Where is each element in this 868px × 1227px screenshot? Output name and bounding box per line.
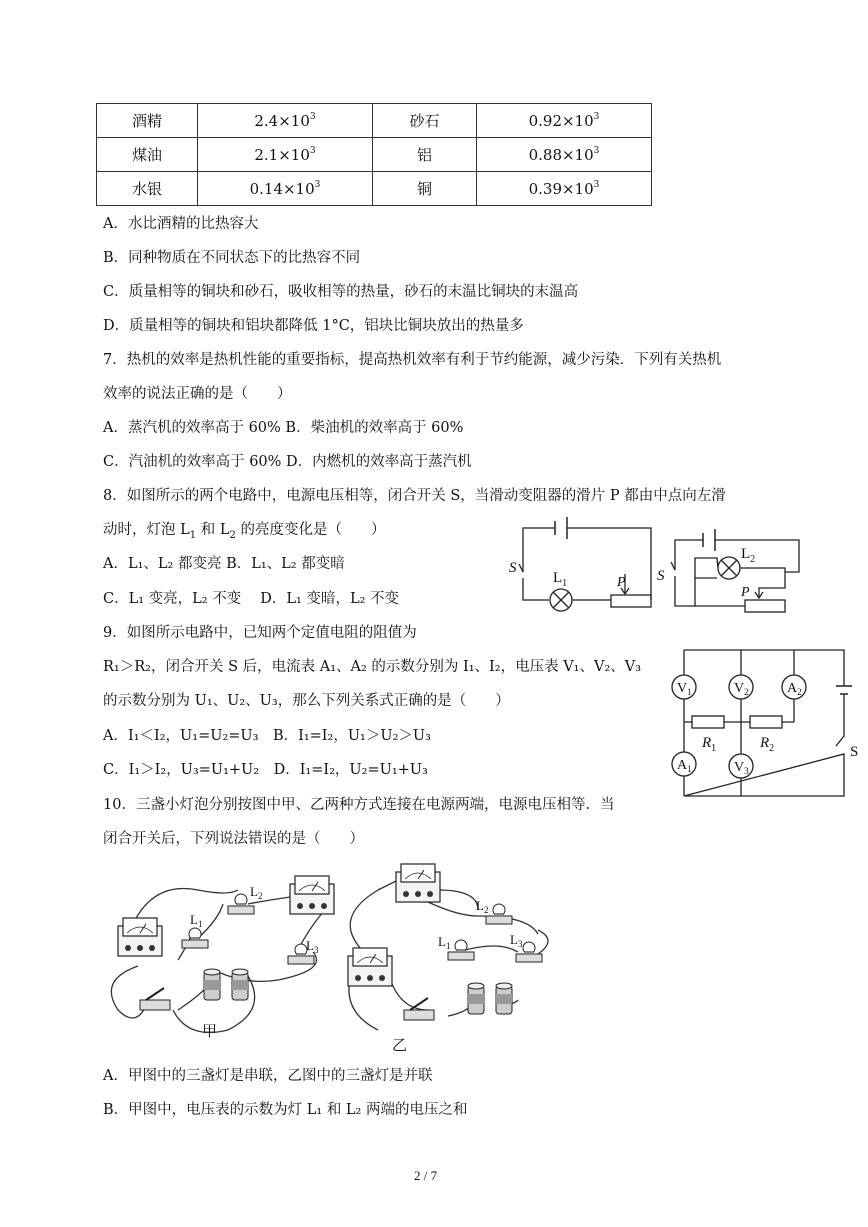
q9-stem: 9．如图所示电路中，已知两个定值电阻的阻值为 xyxy=(103,625,417,641)
q7-options-cd: C．汽油机的效率高于 60% D．内燃机的效率高于蒸汽机 xyxy=(103,454,472,470)
figure-caption: 甲 xyxy=(202,1024,218,1040)
lamp-label: $L_1$ xyxy=(553,570,568,589)
table-cell: 水银 xyxy=(97,172,198,206)
q10-option-a: A．甲图中的三盏灯是串联，乙图中的三盏灯是并联 xyxy=(103,1068,433,1084)
slider-label: P xyxy=(617,575,626,590)
q10-apparatus-figure xyxy=(98,860,570,1056)
q8-options-cd: C．L₁ 变亮，L₂ 不变 D．L₁ 变暗，L₂ 不变 xyxy=(103,591,400,607)
q9-stem-cont: R₁＞R₂，闭合开关 S 后，电流表 A₁、A₂ 的示数分别为 I₁、I₂，电压表 V₁、V₂、V₃ xyxy=(103,659,642,675)
figure-caption: 乙 xyxy=(392,1038,408,1054)
table-cell: $0.92\times 10^3$ xyxy=(477,104,652,138)
q8-stem-cont: 动时，灯泡 $L_1$ 和 $L_2$ 的亮度变化是（ ） xyxy=(103,522,386,541)
q7-stem-cont: 效率的说法正确的是（ ） xyxy=(103,386,292,402)
q8-stem: 8．如图所示的两个电路中，电源电压相等，闭合开关 S，当滑动变阻器的滑片 P 都由中点向左滑 xyxy=(103,488,726,504)
ammeter-label: $A_1$ xyxy=(677,758,692,774)
switch-label: S xyxy=(657,568,665,584)
q6-option-b: B．同种物质在不同状态下的比热容不同 xyxy=(103,250,361,266)
table-cell: $2.1\times 10^3$ xyxy=(198,138,373,172)
q9-options-ab: A．I₁＜I₂，U₁=U₂=U₃ B．I₁=I₂，U₁＞U₂＞U₃ xyxy=(103,728,431,744)
q10-stem: 10．三盏小灯泡分别按图中甲、乙两种方式连接在电源两端，电源电压相等．当 xyxy=(103,797,615,813)
lamp-label: $L_3$ xyxy=(510,932,523,949)
lamp-label: $L_1$ xyxy=(438,934,451,951)
q7-stem: 7．热机的效率是热机性能的重要指标，提高热机效率有利于节约能源，减少污染．下列有关热机 xyxy=(103,352,722,368)
table-cell: 铜 xyxy=(373,172,477,206)
lamp-label: $L_2$ xyxy=(250,884,263,901)
q6-option-d: D．质量相等的铜块和铝块都降低 1°C，铝块比铜块放出的热量多 xyxy=(103,318,524,334)
q6-option-c: C．质量相等的铜块和砂石，吸收相等的热量，砂石的末温比铜块的末温高 xyxy=(103,284,579,300)
table-row xyxy=(97,138,652,172)
switch-label: S xyxy=(509,560,517,576)
table-row xyxy=(97,104,652,138)
ammeter-label: $A_2$ xyxy=(787,681,802,697)
lamp-label: $L_1$ xyxy=(190,912,203,929)
table-cell: $2.4\times 10^3$ xyxy=(198,104,373,138)
voltmeter-label: $V_1$ xyxy=(677,681,692,697)
table-cell: $0.88\times 10^3$ xyxy=(477,138,652,172)
resistor-label: $R_1$ xyxy=(702,735,717,754)
q6-option-a: A．水比酒精的比热容大 xyxy=(103,216,259,232)
lamp-label: $L_2$ xyxy=(476,898,489,915)
q10-stem-cont: 闭合开关后，下列说法错误的是（ ） xyxy=(103,831,364,847)
q9-options-cd: C．I₁＞I₂，U₃=U₁+U₂ D．I₁=I₂，U₂=U₁+U₃ xyxy=(103,762,428,778)
q9-circuit-diagram xyxy=(664,644,864,802)
slider-label: P xyxy=(741,585,750,600)
q8-circuit-diagram xyxy=(505,512,805,617)
switch-label: S xyxy=(850,744,859,760)
voltmeter-label: $V_3$ xyxy=(734,760,749,776)
table-cell: 煤油 xyxy=(97,138,198,172)
voltmeter-label: $V_2$ xyxy=(734,681,749,697)
q10-option-b: B．甲图中，电压表的示数为灯 L₁ 和 L₂ 两端的电压之和 xyxy=(103,1102,468,1118)
table-cell: $0.14\times 10^3$ xyxy=(198,172,373,206)
lamp-label: $L_2$ xyxy=(741,546,756,565)
table-row xyxy=(97,172,652,206)
q8-options-ab: A．L₁、L₂ 都变亮 B．L₁、L₂ 都变暗 xyxy=(103,556,345,572)
table-cell: 铝 xyxy=(373,138,477,172)
q7-options-ab: A．蒸汽机的效率高于 60% B．柴油机的效率高于 60% xyxy=(103,420,464,436)
table-cell: 酒精 xyxy=(97,104,198,138)
specific-heat-table xyxy=(96,103,652,206)
table-cell: 砂石 xyxy=(373,104,477,138)
table-cell: $0.39\times 10^3$ xyxy=(477,172,652,206)
q9-stem-cont: 的示数分别为 U₁、U₂、U₃，那么下列关系式正确的是（ ） xyxy=(103,693,510,709)
page-number: 2 / 7 xyxy=(414,1168,438,1183)
resistor-label: $R_2$ xyxy=(760,735,775,754)
lamp-label: $L_3$ xyxy=(306,938,319,955)
